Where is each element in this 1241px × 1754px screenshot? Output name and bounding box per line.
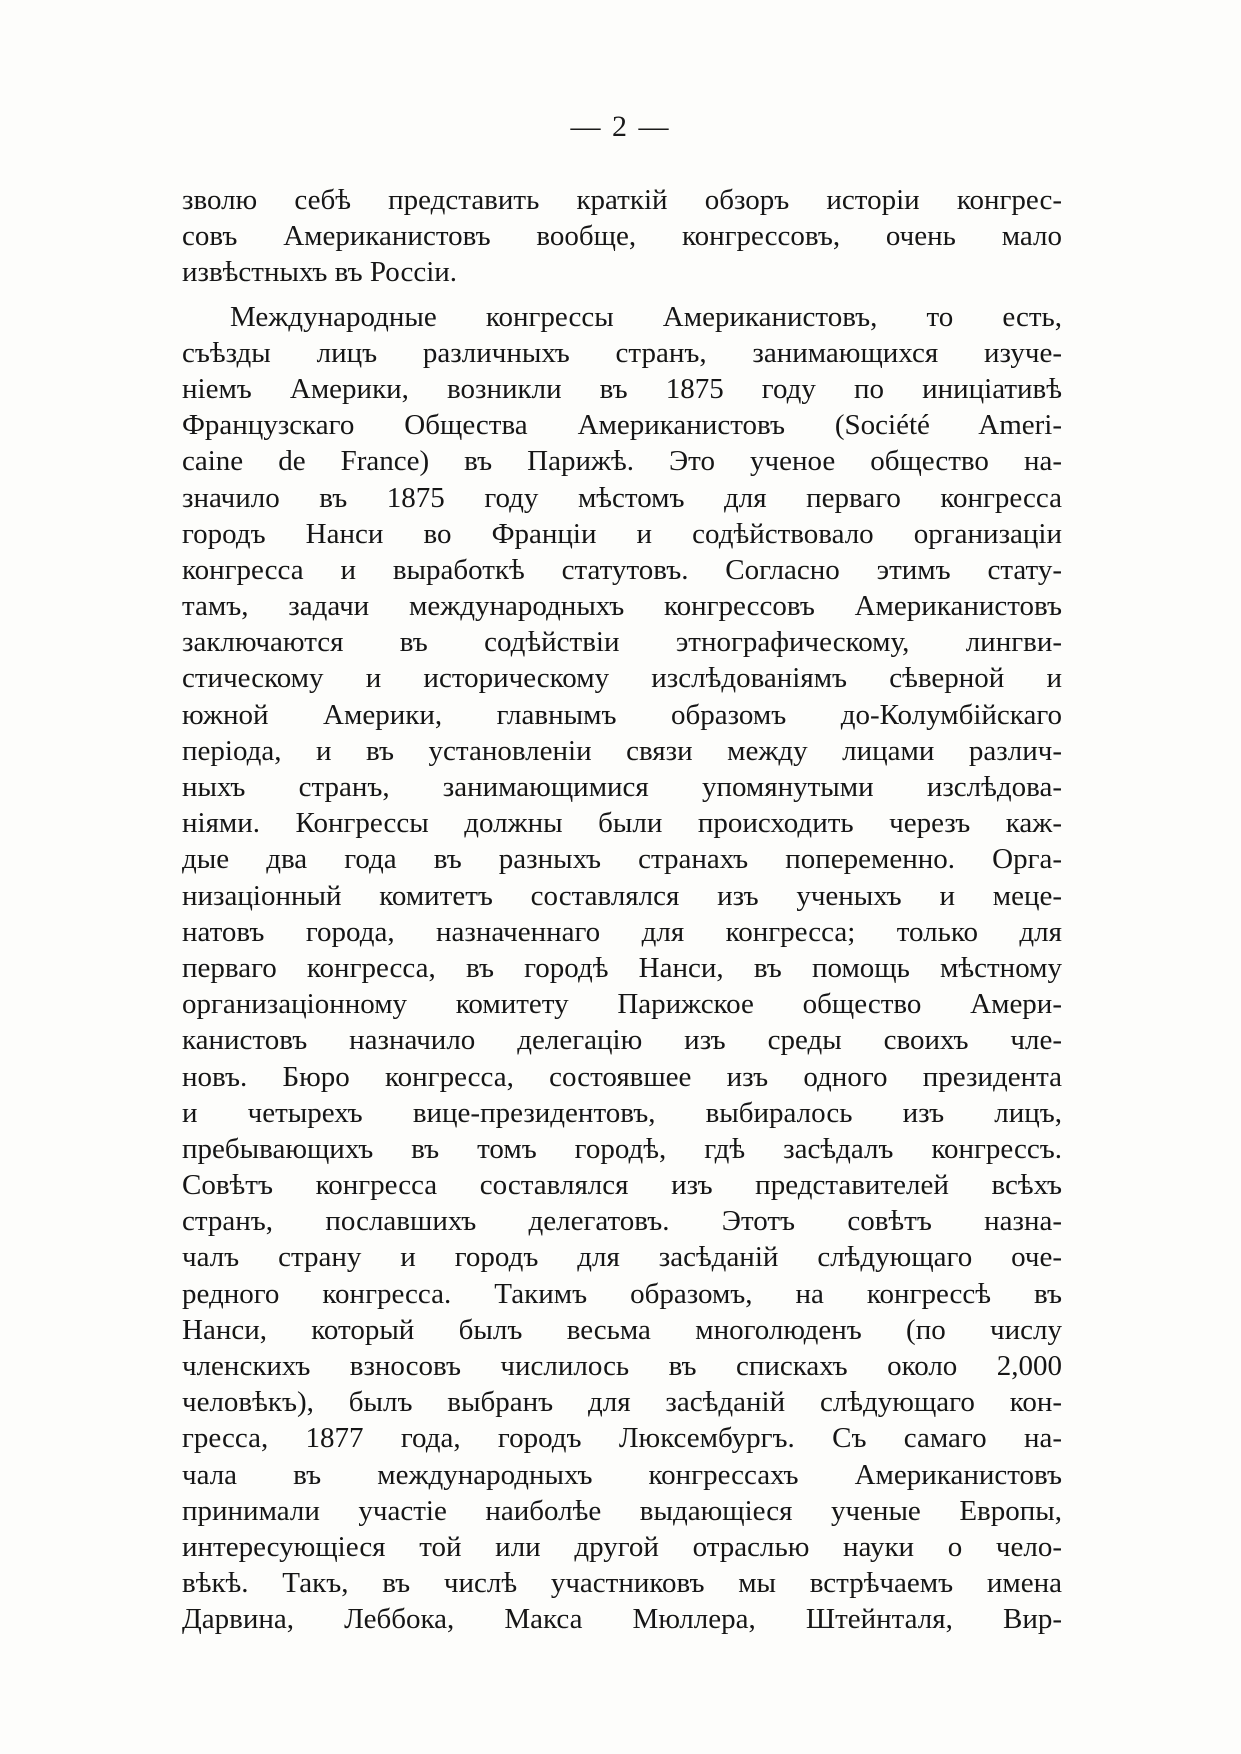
text-line: южной Америки, главнымъ образомъ до-Колумбійскаго — [182, 698, 1062, 731]
text-line: вѣкѣ. Такъ, въ числѣ участниковъ мы встрѣчаемъ имена — [182, 1567, 1062, 1600]
text-line: ніемъ Америки, возникли въ 1875 году по иниціативѣ — [182, 372, 1062, 405]
text-line: чала въ международныхъ конгрессахъ Американистовъ — [182, 1458, 1062, 1491]
text-line: странъ, пославшихъ делегатовъ. Этотъ совѣтъ назна- — [182, 1205, 1062, 1238]
text-line: caine de France) въ Парижѣ. Это ученое общество на- — [182, 445, 1062, 478]
text-line: принимали участіе наиболѣе выдающіеся ученые Европы, — [182, 1494, 1062, 1527]
text-line: Дарвина, Леббока, Макса Мюллера, Штейнталя, Вир- — [182, 1603, 1062, 1636]
text-line: низаціонный комитетъ составлялся изъ ученыхъ и меце- — [182, 879, 1062, 912]
text-line: дые два года въ разныхъ странахъ попеременно. Орга- — [182, 843, 1062, 876]
text-line: тамъ, задачи международныхъ конгрессовъ Американистовъ — [182, 590, 1062, 623]
text-line: зволю себѣ представить краткій обзоръ исторіи конгрес- — [182, 184, 1062, 216]
text-line: извѣстныхъ въ Россіи. — [182, 256, 458, 289]
text-line: организаціонному комитету Парижское общество Амери- — [182, 988, 1062, 1021]
text-line: и четырехъ вице-президентовъ, выбиралось изъ лицъ, — [182, 1096, 1062, 1129]
text-line: канистовъ назначило делегацію изъ среды своихъ чле- — [182, 1024, 1062, 1057]
text-line: стическому и историческому изслѣдованіямъ сѣверной и — [182, 662, 1062, 695]
paragraph — [182, 182, 1062, 291]
body-text — [182, 182, 1062, 1638]
text-line: перваго конгресса, въ городѣ Нанси, въ помощь мѣстному — [182, 951, 1062, 984]
page-number: — 2 — — [570, 110, 671, 143]
text-line: человѣкъ), былъ выбранъ для засѣданій слѣдующаго кон- — [182, 1386, 1062, 1419]
text-line: съѣзды лицъ различныхъ странъ, занимающихся изуче- — [182, 336, 1062, 369]
text-line: Международные конгрессы Американистовъ, то есть, — [230, 300, 1062, 333]
text-line: заключаются въ содѣйствіи этнографическому, лингви- — [182, 626, 1062, 659]
text-line: ныхъ странъ, занимающимися упомянутыми изслѣдова- — [182, 771, 1062, 803]
text-line: періода, и въ установленіи связи между лицами различ- — [182, 734, 1062, 767]
text-line: интересующіеся той или другой отраслью науки о чело- — [182, 1530, 1062, 1563]
text-line: Нанси, который былъ весьма многолюденъ (по числу — [182, 1313, 1062, 1346]
paragraph — [182, 299, 1062, 1638]
text-line: натовъ города, назначеннаго для конгресса; только для — [182, 915, 1062, 948]
text-line: чалъ страну и городъ для засѣданій слѣдующаго оче- — [182, 1241, 1062, 1274]
text-line: редного конгресса. Такимъ образомъ, на конгрессѣ въ — [182, 1277, 1062, 1310]
text-line: новъ. Бюро конгресса, состоявшее изъ одного президента — [182, 1060, 1062, 1093]
text-line: Совѣтъ конгресса составлялся изъ представителей всѣхъ — [182, 1169, 1062, 1202]
text-line: Французскаго Общества Американистовъ (Société Ameri- — [182, 409, 1062, 442]
text-line: гресса, 1877 года, городъ Люксембургъ. Съ самаго на- — [182, 1422, 1062, 1455]
text-line: пребывающихъ въ томъ городѣ, гдѣ засѣдалъ конгрессъ. — [182, 1132, 1062, 1165]
text-line: совъ Американистовъ вообще, конгрессовъ, очень мало — [182, 220, 1062, 253]
text-line: значило въ 1875 году мѣстомъ для перваго конгресса — [182, 481, 1062, 514]
text-line: городъ Нанси во Франціи и содѣйствовало организаціи — [182, 517, 1062, 550]
text-line: членскихъ взносовъ числилось въ спискахъ около 2,000 — [182, 1350, 1062, 1382]
text-line: ніями. Конгрессы должны были происходить черезъ каж- — [182, 807, 1062, 840]
text-line: конгресса и выработкѣ статутовъ. Согласно этимъ стату- — [182, 553, 1062, 586]
